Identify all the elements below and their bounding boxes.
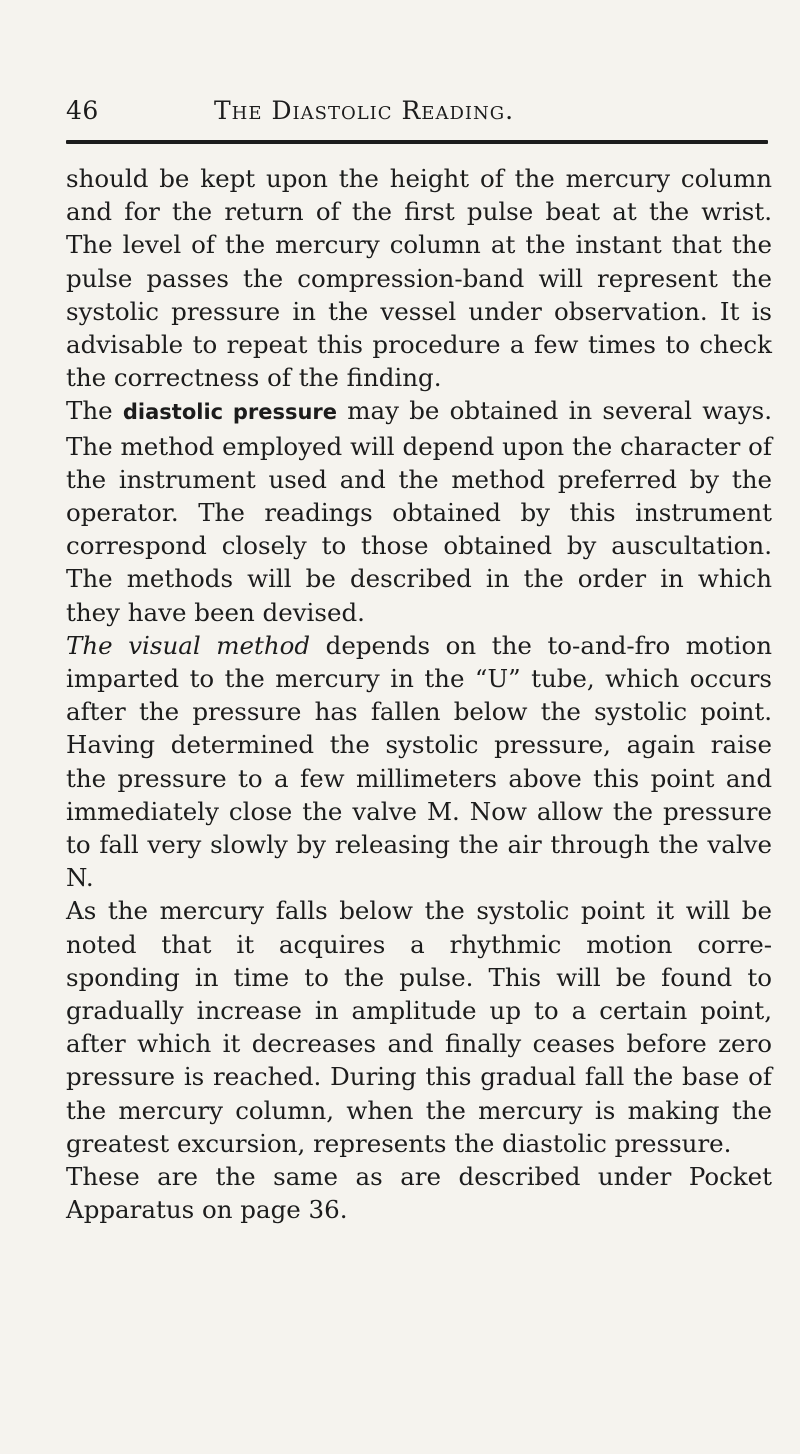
- paragraph-4: As the mercury falls below the systolic point it will be noted that it acquires a rhythmic motion corre- sponding in time to the pulse. This will be found to gradually increase in amplitude up to a certain point, after which it decreases and finally ceases before zero pressure is reached. During this gradual fall the base of the mercury column, when the mercury is making the greatest excursion, represents the diastolic pressure.: [66, 896, 772, 1158]
- diastolic-pressure-term: diastolic pressure: [122, 400, 338, 425]
- header-rule: [66, 140, 768, 144]
- body-text: [66, 162, 772, 1227]
- visual-method-term: The visual method: [66, 630, 311, 660]
- paragraph-2-text: may be obtained in several ways. The method employed will depend upon the character of the instrument used and the method preferred by the operator. The readings obtained by this instrument correspond closely to those obtained by auscultation. The methods will be described in the order in which they have been devised.: [66, 396, 773, 627]
- paragraph-2-prefix: The: [66, 396, 123, 426]
- paragraph-5: These are the same as are described under Pocket Apparatus on page 36.: [66, 1162, 772, 1225]
- paragraph-2: [66, 394, 772, 628]
- page-header: [66, 96, 766, 136]
- running-head: The Diastolic Reading.: [214, 96, 515, 125]
- paragraph-3-text: depends on the to-and-fro motion imparted to the mercury in the “U” tube, which occurs after the pressure has fallen below the systolic point. Having determined the systolic pressure, again raise the pressure to a few millimeters above this point and immediately close the valve M. Now allow the pressure to fall very slowly by releasing the air through the valve N.: [66, 630, 772, 893]
- page-number: 46: [66, 96, 99, 125]
- paragraph-1: should be kept upon the height of the mercury column and for the return of the first pulse beat at the wrist. The level of the mercury column at the instant that the pulse passes the compression-band will represent the systolic pressure in the vessel under observation. It is advisable to repeat this procedure a few times to check the correctness of the finding.: [66, 164, 772, 393]
- paragraph-3: [66, 629, 772, 895]
